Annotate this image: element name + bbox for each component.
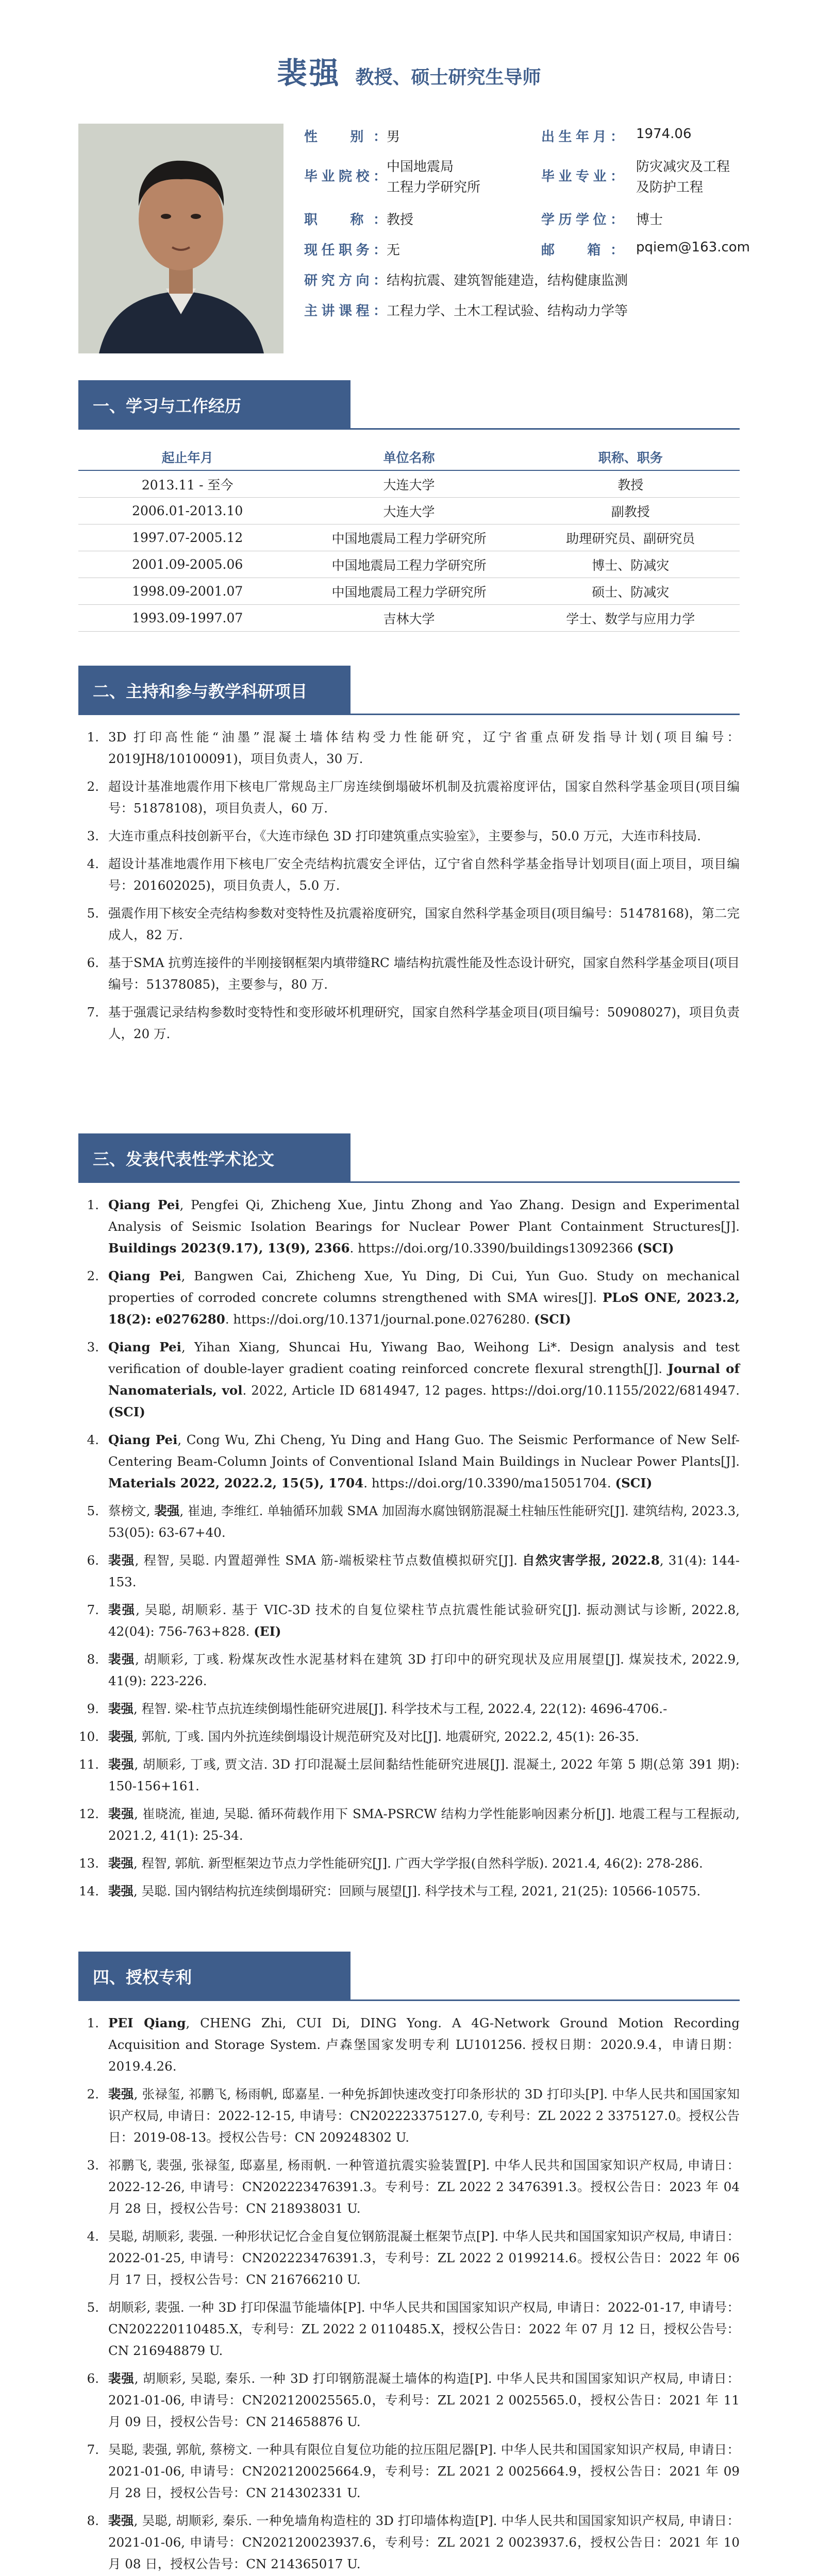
list-item: 4. 吴聪, 胡顺彩, 裴强. 一种形状记忆合金自复位钢筋混凝土框架节点[P]. 中华人民共和国国家知识产权局, 申请日：2022-01-25, 申请号：CN202223476391.3，专利号：ZL 2022 2 0199214.6。授权公告日：2022 年 06 月 17 日，授权公告号：CN 216766210 U. bbox=[87, 2229, 740, 2287]
list-item: 4. 超设计基准地震作用下核电厂安全壳结构抗震安全评估，辽宁省自然科学基金指导计划项目(面上项目，项目编号：201602025)，项目负责人，5.0 万. bbox=[87, 856, 740, 893]
list-item: 2. Qiang Pei, Bangwen Cai, Zhicheng Xue, Yu Ding, Di Cui, Yun Guo. Study on mechanical properties of corroded concrete columns strengthened with SMA wires[J]. PLoS ONE, 2023.2, 18(2): e0276280. https://doi.org/10.1371/journal.pone.0276280. (SCI) bbox=[87, 1268, 740, 1327]
degree-label: 学历学位： bbox=[541, 212, 624, 228]
list-item: 2. 超设计基准地震作用下核电厂常规岛主厂房连续倒塌破坏机制及抗震裕度评估，国家自然科学基金项目(项目编号：51878108)，项目负责人，60 万. bbox=[87, 779, 740, 816]
profile-row-3 bbox=[304, 209, 768, 228]
email-label: 邮 箱： bbox=[541, 243, 624, 258]
table-cell: 助理研究员、副研究员 bbox=[522, 524, 740, 551]
section-banner-projects: 二、主持和参与教学科研项目 bbox=[78, 666, 350, 715]
degree-value: 博士 bbox=[636, 212, 663, 228]
table-cell: 副教授 bbox=[522, 498, 740, 524]
table-cell: 1997.07-2005.12 bbox=[78, 524, 296, 551]
table-cell: 中国地震局工程力学研究所 bbox=[296, 551, 521, 578]
header bbox=[0, 49, 818, 92]
table-cell: 2006.01-2013.10 bbox=[78, 498, 296, 524]
profile-row-2 bbox=[304, 157, 768, 198]
list-item: 2. 裴强, 张禄玺, 祁鹏飞, 杨雨帆, 邸嘉星. 一种免拆卸快速改变打印条形状的 3D 打印头[P]. 中华人民共和国国家知识产权局, 申请日：2022-12-15, 申请号：CN202223375127.0, 专利号：ZL 2022 2 3375127.0。授权公告日：2019-08-13。授权公告号：CN 209248302 U. bbox=[87, 2087, 740, 2145]
profile-info bbox=[304, 126, 768, 331]
section-banner-papers: 三、发表代表性学术论文 bbox=[78, 1133, 350, 1183]
table-row bbox=[78, 605, 740, 632]
table-header: 职称、职务 bbox=[522, 444, 740, 470]
list-item: 13. 裴强, 程智, 郭航. 新型框架边节点力学性能研究[J]. 广西大学学报(自然科学版). 2021.4, 46(2): 278-286. bbox=[79, 1856, 703, 1871]
grad-school-value: 中国地震局 工程力学研究所 bbox=[387, 159, 481, 195]
birth-label: 出生年月： bbox=[541, 129, 624, 145]
grad-school-label: 毕业院校： bbox=[304, 169, 387, 184]
profile-photo bbox=[78, 124, 283, 353]
table-cell: 2001.09-2005.06 bbox=[78, 551, 296, 578]
profile-row-4 bbox=[304, 240, 768, 259]
profile-row-6 bbox=[304, 300, 768, 319]
person-role: 教授、硕士研究生导师 bbox=[355, 67, 541, 88]
list-item: 3. Qiang Pei, Yihan Xiang, Shuncai Hu, Yiwang Bao, Weihong Li*. Design analysis and test verification of double-layer gradient coating reinforced concrete flexural strength[J]. Journal of Nanomaterials, vol. 2022, Article ID 6814947, 12 pages. https://doi.org/10.1155/2022/6814947. (SCI) bbox=[87, 1340, 740, 1419]
birth-value: 1974.06 bbox=[636, 126, 692, 142]
list-item: 1. Qiang Pei, Pengfei Qi, Zhicheng Xue, Jintu Zhong and Yao Zhang. Design and Experimental Analysis of Seismic Isolation Bearings for Nuclear Power Plant Containment Structures[J]. Buildings 2023(9.17), 13(9), 2366. https://doi.org/10.3390/buildings13092366 (SCI) bbox=[87, 1197, 740, 1256]
list-item: 5. 强震作用下核安全壳结构参数对变特性及抗震裕度研究，国家自然科学基金项目(项目编号：51478168)，第二完成人，82 万. bbox=[87, 906, 740, 942]
list-item: 6. 裴强, 程智, 吴聪. 内置超弹性 SMA 筋-端板梁柱节点数值模拟研究[J]. 自然灾害学报, 2022.8, 31(4): 144-153. bbox=[87, 1553, 740, 1589]
list-item: 4. Qiang Pei, Cong Wu, Zhi Cheng, Yu Ding and Hang Guo. The Seismic Performance of New Self-Centering Beam-Column Joints of Conventional Island Main Buildings in Nuclear Power Plants[J]. Materials 2022, 2022.2, 15(5), 1704. https://doi.org/10.3390/ma15051704. (SCI) bbox=[87, 1432, 740, 1490]
table-row bbox=[78, 578, 740, 605]
table-row bbox=[78, 498, 740, 524]
section-rule bbox=[78, 1181, 740, 1183]
list-item: 3. 祁鹏飞, 裴强, 张禄玺, 邸嘉星, 杨雨帆. 一种管道抗震实验装置[P]. 中华人民共和国国家知识产权局, 申请日：2022-12-26, 申请号：CN202223476391.3。专利号：ZL 2022 2 3476391.3。授权公告日：2023 年 04 月 28 日，授权公告号：CN 218938031 U. bbox=[87, 2158, 740, 2216]
list-item: 12. 裴强, 崔晓流, 崔迪, 吴聪. 循环荷载作用下 SMA-PSRCW 结构力学性能影响因素分析[J]. 地震工程与工程振动, 2021.2, 41(1): 25-34. bbox=[79, 1806, 740, 1843]
table-header: 单位名称 bbox=[296, 444, 521, 470]
email-value: pqiem@163.com bbox=[636, 240, 750, 255]
gender-value: 男 bbox=[387, 129, 400, 145]
list-item: 7. 裴强, 吴聪, 胡顺彩. 基于 VIC-3D 技术的自复位梁柱节点抗震性能试验研究[J]. 振动测试与诊断, 2022.8, 42(04): 756-763+828. (EI) bbox=[87, 1602, 740, 1639]
list-item: 8. 裴强, 吴聪, 胡顺彩, 秦乐. 一种免墙角构造柱的 3D 打印墙体构造[P]. 中华人民共和国国家知识产权局, 申请日：2021-01-06, 申请号：CN202120023937.6，专利号：ZL 2021 2 0023937.6，授权公告日：2021 年 10 月 08 日，授权公告号：CN 214365017 U. bbox=[87, 2513, 740, 2571]
table-row bbox=[78, 524, 740, 551]
duty-value: 无 bbox=[387, 243, 400, 258]
experience-table bbox=[78, 444, 740, 632]
table-cell: 中国地震局工程力学研究所 bbox=[296, 524, 521, 551]
table-cell: 1993.09-1997.07 bbox=[78, 605, 296, 632]
table-row bbox=[78, 551, 740, 578]
list-item: 3. 大连市重点科技创新平台，《大连市绿色 3D 打印建筑重点实验室》，主要参与，50.0 万元，大连市科技局. bbox=[87, 828, 701, 843]
list-item: 6. 裴强, 胡顺彩, 吴聪, 秦乐. 一种 3D 打印钢筋混凝土墙体的构造[P]. 中华人民共和国国家知识产权局, 申请日：2021-01-06, 申请号：CN202120025565.0，专利号：ZL 2021 2 0025565.0，授权公告日：2021 年 11 月 09 日，授权公告号：CN 214658876 U. bbox=[87, 2371, 740, 2429]
gender-label: 性 别： bbox=[304, 129, 387, 145]
list-item: 10. 裴强, 郭航, 丁彧. 国内外抗连续倒塌设计规范研究及对比[J]. 地震研究, 2022.2, 45(1): 26-35. bbox=[79, 1729, 639, 1744]
list-item: 1. PEI Qiang, CHENG Zhi, CUI Di, DING Yong. A 4G-Network Ground Motion Recording Acquisition and Storage System. 卢森堡国家发明专利 LU101256. 授权日期：2020.9.4，申请日期：2019.4.26. bbox=[87, 2015, 740, 2074]
grad-major-label: 毕业专业： bbox=[541, 169, 624, 184]
courses-label: 主讲课程： bbox=[304, 303, 387, 319]
table-row bbox=[78, 470, 740, 498]
table-header-row bbox=[78, 444, 740, 470]
table-cell: 大连大学 bbox=[296, 498, 521, 524]
table-cell: 中国地震局工程力学研究所 bbox=[296, 578, 521, 605]
table-cell: 2013.11 - 至今 bbox=[78, 470, 296, 498]
list-item: 11. 裴强, 胡顺彩, 丁彧, 贾文洁. 3D 打印混凝土层间黏结性能研究进展[J]. 混凝土, 2022 年第 5 期(总第 391 期): 150-156+161. bbox=[79, 1757, 740, 1793]
table-cell: 1998.09-2001.07 bbox=[78, 578, 296, 605]
section-banner-experience: 一、学习与工作经历 bbox=[78, 380, 350, 430]
research-value: 结构抗震、建筑智能建造，结构健康监测 bbox=[387, 273, 628, 289]
projects-list bbox=[78, 726, 740, 1051]
section-banner-patents: 四、授权专利 bbox=[78, 1952, 350, 2001]
person-name: 裴强 bbox=[277, 56, 341, 91]
table-cell: 博士、防减灾 bbox=[522, 551, 740, 578]
profile-row-5 bbox=[304, 270, 768, 289]
list-item: 7. 吴聪, 裴强, 郭航, 蔡榜文. 一种具有限位自复位功能的拉压阻尼器[P]. 中华人民共和国国家知识产权局, 申请日：2021-01-06, 申请号：CN202120025664.9，专利号：ZL 2021 2 0025664.9，授权公告日：2021 年 09 月 28 日，授权公告号：CN 214302331 U. bbox=[87, 2442, 740, 2500]
table-cell: 学士、数学与应用力学 bbox=[522, 605, 740, 632]
profile-row-1 bbox=[304, 126, 768, 145]
list-item: 8. 裴强, 胡顺彩, 丁彧. 粉煤灰改性水泥基材料在建筑 3D 打印中的研究现状及应用展望[J]. 煤炭技术, 2022.9, 41(9): 223-226. bbox=[87, 1652, 740, 1688]
research-label: 研究方向： bbox=[304, 273, 387, 289]
list-item: 7. 基于强震记录结构参数时变特性和变形破坏机理研究，国家自然科学基金项目(项目编号：50908027)，项目负责人，20 万. bbox=[87, 1005, 740, 1041]
duty-label: 现任职务： bbox=[304, 243, 387, 258]
section-rule bbox=[78, 428, 740, 430]
list-item: 1. 3D 打印高性能“油墨”混凝土墙体结构受力性能研究，辽宁省重点研发指导计划(项目编号：2019JH8/10100091)，项目负责人，30 万. bbox=[87, 730, 740, 766]
title-value: 教授 bbox=[387, 212, 414, 228]
papers-list bbox=[78, 1194, 740, 1908]
list-item: 5. 蔡榜文, 裴强, 崔迪, 李维红. 单轴循环加载 SMA 加固海水腐蚀钢筋混凝土柱轴压性能研究[J]. 建筑结构, 2023.3, 53(05): 63-67+40. bbox=[87, 1503, 740, 1540]
list-item: 5. 胡顺彩, 裴强. 一种 3D 打印保温节能墙体[P]. 中华人民共和国国家知识产权局, 申请日：2022-01-17, 申请号：CN202220110485.X，专利号：ZL 2022 2 0110485.X，授权公告日：2022 年 07 月 12 日，授权公告号：CN 216948879 U. bbox=[87, 2300, 740, 2358]
table-cell: 吉林大学 bbox=[296, 605, 521, 632]
table-cell: 大连大学 bbox=[296, 470, 521, 498]
list-item: 6. 基于SMA 抗剪连接件的半刚接钢框架内填带缝RC 墙结构抗震性能及性态设计研究，国家自然科学基金项目(项目编号：51378085)，主要参与，80 万. bbox=[87, 955, 740, 992]
table-cell: 硕士、防减灾 bbox=[522, 578, 740, 605]
title-label: 职 称： bbox=[304, 212, 387, 228]
table-header: 起止年月 bbox=[78, 444, 296, 470]
section-rule bbox=[78, 714, 740, 715]
courses-value: 工程力学、土木工程试验、结构动力学等 bbox=[387, 303, 628, 319]
table-cell: 教授 bbox=[522, 470, 740, 498]
list-item: 9. 裴强, 程智. 梁-柱节点抗连续倒塌性能研究进展[J]. 科学技术与工程, 2022.4, 22(12): 4696-4706.- bbox=[87, 1701, 667, 1716]
patents-list bbox=[78, 2012, 740, 2576]
grad-major-value: 防灾减灾及工程 及防护工程 bbox=[636, 159, 730, 195]
list-item: 14. 裴强, 吴聪. 国内钢结构抗连续倒塌研究：回顾与展望[J]. 科学技术与工程, 2021, 21(25): 10566-10575. bbox=[79, 1884, 701, 1899]
section-rule bbox=[78, 1999, 740, 2001]
